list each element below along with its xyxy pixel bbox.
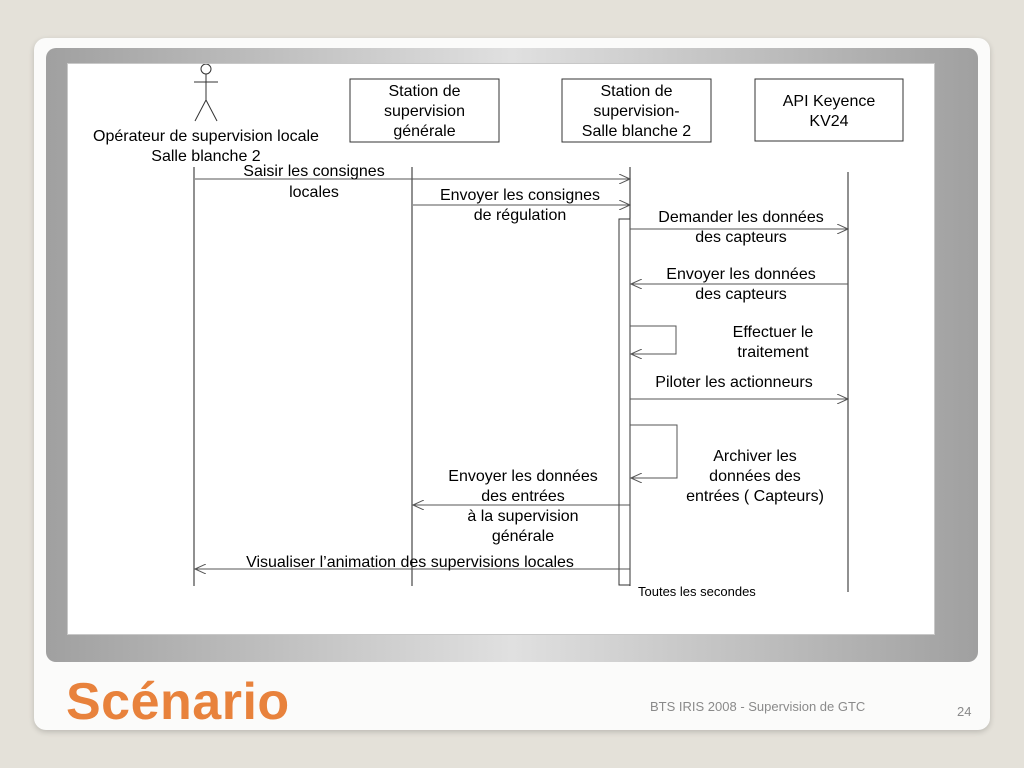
lifeline-label: Salle blanche 2 [581,123,692,140]
self-message-arrow [630,326,676,354]
message-label: Demander les données [658,209,824,226]
message-label: de régulation [473,207,567,224]
message-label: Piloter les actionneurs [655,374,813,391]
activation-bar [619,219,630,585]
self-message-arrow [630,425,677,478]
lifeline-label: Station de [600,83,673,100]
lifeline-label: API Keyence [782,93,876,110]
actor-label-line1: Opérateur de supervision locale [93,128,319,145]
lifeline-label: supervision [384,103,465,120]
message-label: des capteurs [695,229,787,246]
loop-note: Toutes les secondes [638,584,756,599]
message-label: locales [289,184,339,201]
message-label: des entrées [481,488,565,505]
message-label: traitement [737,344,809,361]
slide-title: Scénario [66,673,290,731]
sequence-diagram-svg [68,64,934,634]
lifeline-box-api-keyence [755,79,903,141]
page-number: 24 [957,704,972,719]
sequence-diagram [67,63,935,635]
message-label: Envoyer les données [448,468,598,485]
message-label: données des [709,468,801,485]
message-label: des capteurs [695,286,787,303]
message-label: entrées ( Capteurs) [686,488,824,505]
lifeline-label: Station de [388,83,461,100]
message-label: Archiver les [713,448,797,465]
slide-footer: BTS IRIS 2008 - Supervision de GTC [650,699,866,714]
message-label: à la supervision [467,508,579,525]
actor-icon [194,64,218,121]
message-label: Envoyer les consignes [439,187,601,204]
message-label: Effectuer le [732,324,814,341]
message-label: Saisir les consignes [243,163,385,180]
actor-label-line2: Salle blanche 2 [151,148,261,165]
lifeline-label: générale [393,123,456,140]
message-label: générale [491,528,555,545]
message-label: Visualiser l’animation des supervisions locales [246,554,574,571]
message-label: Envoyer les données [666,266,816,283]
lifeline-label: KV24 [809,113,849,130]
lifeline-label: supervision- [593,103,680,120]
